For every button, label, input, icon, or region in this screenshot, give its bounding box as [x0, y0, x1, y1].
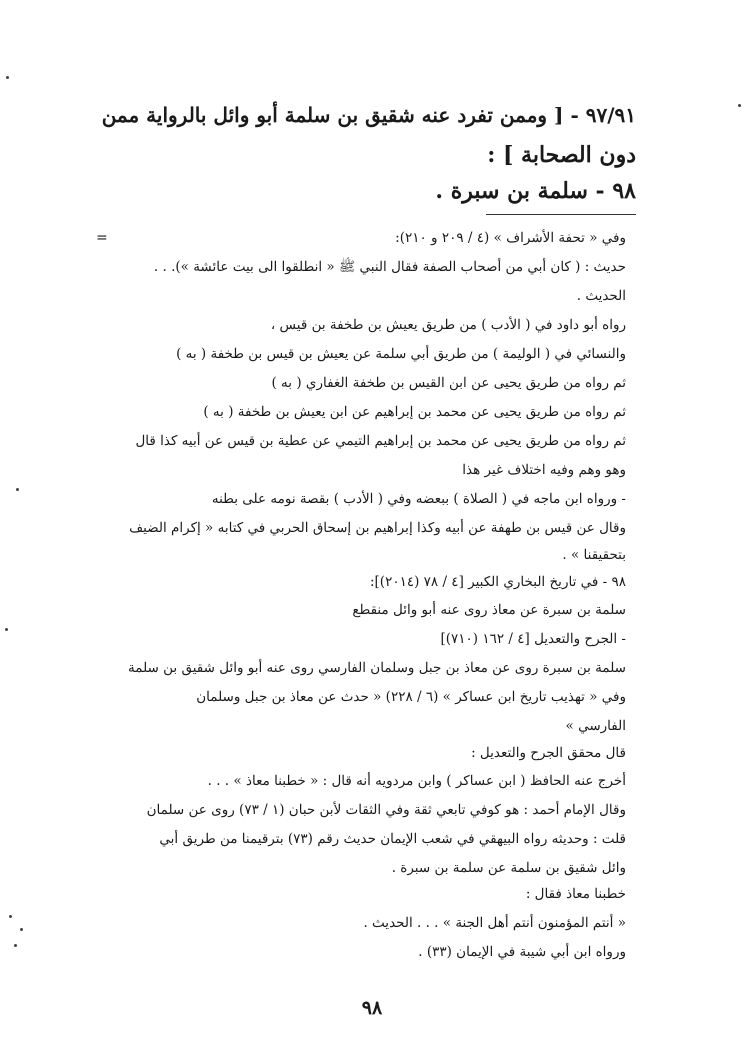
page-number: ٩٨ — [361, 997, 383, 1019]
footnote-line: - ورواه ابن ماجه في ( الصلاة ) ببعضه وفي ( الأدب ) بقصة نومه على بطنه — [211, 491, 626, 507]
scan-speck — [6, 76, 9, 79]
footnote-line: وفي « تهذيب تاريخ ابن عساكر » (٦ / ٢٢٨) « حدث عن معاذ بن جبل وسلمان — [196, 689, 626, 705]
footnote-line: - الجرح والتعديل [٤ / ١٦٢ (٧١٠)] — [440, 631, 626, 647]
footnote-line: وهو وهم وفيه اختلاف غير هذا — [462, 462, 626, 478]
footnote-line: رواه أبو داود في ( الأدب ) من طريق يعيش بن طخفة بن قيس ، — [270, 317, 626, 333]
footnote-line: ورواه ابن أبي شيبة في الإيمان (٣٣) . — [418, 944, 626, 960]
scan-speck — [5, 628, 8, 631]
footnote-continuation-mark: = — [96, 230, 108, 246]
footnote-line: وفي « تحفة الأشراف » (٤ / ٢٠٩ و ٢١٠): — [395, 230, 626, 246]
footnote-line: سلمة بن سبرة عن معاذ روى عنه أبو وائل منقطع — [352, 602, 626, 618]
footnote-line: ٩٨ - في تاريخ البخاري الكبير [٤ / ٧٨ (٢٠١٤)]: — [369, 574, 626, 590]
scan-speck — [738, 104, 741, 107]
entry-heading: ٩٨ - سلمة بن سبرة . — [435, 178, 636, 204]
footnote-line: الحديث . — [576, 288, 626, 304]
footnote-line: وقال الإمام أحمد : هو كوفي تابعي ثقة وفي الثقات لأبن حبان (١ / ٧٣) روى عن سلمان — [146, 802, 626, 818]
section-heading-line-2: دون الصحابة ] : — [487, 142, 636, 168]
footnote-line: الفارسي » — [565, 718, 626, 734]
footnote-separator — [486, 214, 636, 215]
footnote-line: ثم رواه من طريق يحيى عن ابن القيس بن طخفة الغفاري ( به ) — [271, 375, 626, 391]
section-heading-line-1: ٩٧/٩١ - [ وممن تفرد عنه شقيق بن سلمة أبو وائل بالرواية ممن — [101, 103, 636, 127]
footnote-line: بتحقيقنا » . — [562, 547, 626, 563]
footnote-line: ثم رواه من طريق يحيى عن محمد بن إبراهيم عن ابن يعيش بن طخفة ( به ) — [203, 404, 626, 420]
footnote-line: سلمة بن سبرة روى عن معاذ بن جبل وسلمان الفارسي روى عنه أبو وائل شقيق بن سلمة — [128, 660, 626, 676]
scan-speck — [9, 915, 12, 918]
footnote-line: « أنتم المؤمنون أنتم أهل الجنة » . . . الحديث . — [363, 915, 626, 931]
footnote-line: وقال عن قيس بن طهفة عن أبيه وكذا إبراهيم بن إسحاق الحربي في كتابه « إكرام الضيف — [129, 520, 626, 536]
footnote-line: قلت : وحديثه رواه البيهقي في شعب الإيمان حديث رقم (٧٣) بترقيمنا من طريق أبي — [159, 831, 626, 847]
footnote-line: قال محقق الجرح والتعديل : — [471, 745, 626, 761]
footnote-line: خطبنا معاذ فقال : — [525, 886, 626, 902]
scan-speck — [16, 488, 19, 491]
footnote-line: والنسائي في ( الوليمة ) من طريق أبي سلمة عن يعيش بن قيس بن طخفة ( به ) — [176, 346, 626, 362]
footnote-line: أخرج عنه الحافظ ( ابن عساكر ) وابن مردويه أنه قال : « خطبنا معاذ » . . . — [207, 773, 626, 789]
footnote-line: ثم رواه من طريق يحيى عن محمد بن إبراهيم التيمي عن عطية بن قيس عن أبيه كذا قال — [135, 433, 626, 449]
scan-speck — [20, 928, 23, 931]
footnote-line: وائل شقيق بن سلمة عن سلمة بن سبرة . — [391, 860, 626, 876]
footnote-line: حديث : ( كان أبي من أصحاب الصفة فقال النبي ﷺ « انطلقوا الى بيت عائشة »). . . — [153, 259, 626, 275]
scan-speck — [14, 944, 17, 947]
